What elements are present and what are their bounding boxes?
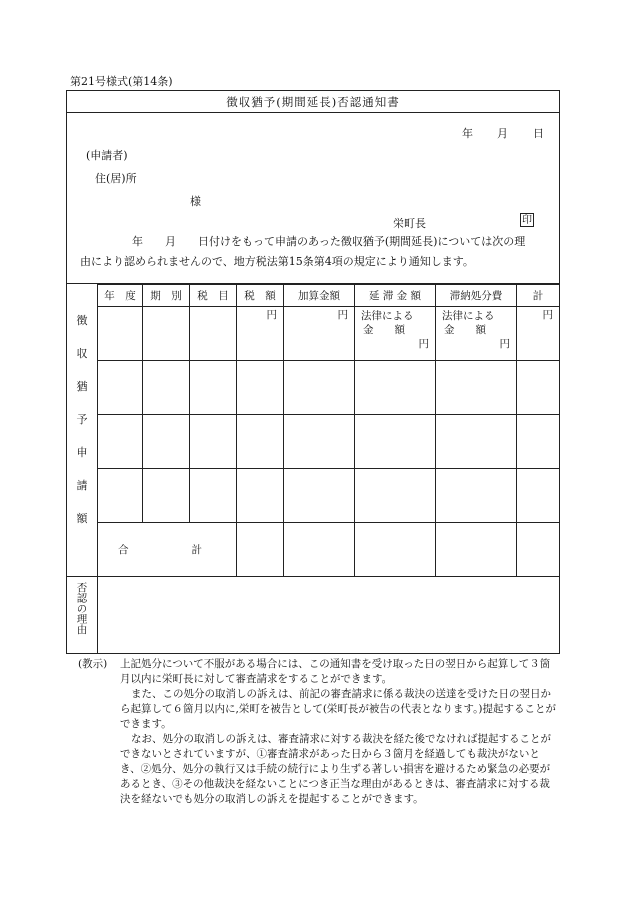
notice-line-2: 由により認められませんので、地方税法第15条第4項の規定により通知します。: [80, 255, 474, 268]
side-char-6: 請: [76, 479, 88, 492]
law-amount-line-2: 金 額: [363, 324, 405, 336]
application-amount-table: [97, 284, 560, 577]
document-title: 徴収猶予(期間延長)否認通知書: [67, 91, 559, 113]
reason-label: [70, 582, 92, 635]
table-cell[interactable]: [98, 415, 143, 469]
reason-field[interactable]: [98, 577, 558, 653]
date-year-label: 年: [462, 127, 473, 140]
notice-body: [80, 232, 548, 272]
table-cell[interactable]: [436, 523, 517, 577]
delinquency-cell: [355, 307, 436, 361]
table-cell[interactable]: [355, 415, 436, 469]
table-header-row: [98, 285, 560, 307]
table-cell[interactable]: [98, 361, 143, 415]
delinquency-unit: 円: [418, 338, 429, 350]
honorific: 様: [190, 195, 201, 208]
law-amount-line-2: 金 額: [444, 324, 486, 336]
table-cell[interactable]: [355, 523, 436, 577]
col-tax-amount: 税 額: [237, 285, 284, 307]
disposition-unit: 円: [499, 338, 510, 350]
table-cell[interactable]: [143, 415, 190, 469]
law-amount-line-1: 法律による: [361, 310, 414, 322]
total-row: [98, 523, 560, 577]
side-char-1: 徴: [76, 314, 88, 327]
col-period: 期 別: [143, 285, 190, 307]
table-cell[interactable]: [517, 415, 560, 469]
table-cell[interactable]: [143, 307, 190, 361]
table-cell[interactable]: [284, 415, 355, 469]
table-cell[interactable]: [98, 469, 143, 523]
table-row: [98, 307, 560, 361]
table-cell[interactable]: [284, 361, 355, 415]
side-char-5: 申: [76, 446, 88, 459]
tax-unit: 円: [237, 307, 284, 361]
table-row: [98, 415, 560, 469]
table-cell[interactable]: [436, 415, 517, 469]
table-row: [98, 361, 560, 415]
table-cell[interactable]: [284, 469, 355, 523]
table-cell[interactable]: [237, 523, 284, 577]
side-label-column: [67, 284, 97, 576]
col-delinquency-fee: 延 滞 金 額: [355, 285, 436, 307]
table-cell[interactable]: [355, 469, 436, 523]
side-char-7: 額: [76, 512, 88, 525]
side-char-4: 予: [76, 413, 88, 426]
total-label: 合 計: [98, 523, 237, 577]
table-cell[interactable]: [517, 469, 560, 523]
instruction-notes: [78, 657, 560, 807]
col-year: 年 度: [98, 285, 143, 307]
form-number: 第21号様式(第14条): [70, 75, 173, 88]
table-row: [98, 469, 560, 523]
date-day-label: 日: [533, 127, 544, 140]
table-cell[interactable]: [517, 523, 560, 577]
table-cell[interactable]: [143, 469, 190, 523]
col-additional-tax: 加算金額: [284, 285, 355, 307]
law-amount-line-1: 法律による: [442, 310, 495, 322]
table-cell[interactable]: [237, 361, 284, 415]
notice-line-1: 年 月 日付けをもって申請のあった徴収猶予(期間延長)については次の理: [132, 235, 526, 248]
applicant-label: (申請者): [86, 149, 128, 162]
seal-mark: 印: [522, 215, 532, 226]
table-cell[interactable]: [143, 361, 190, 415]
notes-paragraph-3: なお、処分の取消しの訴えは、審査請求に対する裁決を経た後でなければ提起することができないとされていますが、①審査請求があった日から３箇月を経過しても裁決がないとき、②処分、処分の執行又は手続の続行により生ずる著しい損害を避けるため緊急の必要があるとき、③その他裁決を経ないことにつき正当な理由があるときは、審査請求に対する裁決を経ないでも処分の取消しの訴えを提起することができます。: [120, 733, 551, 805]
col-total: 計: [517, 285, 560, 307]
col-disposition-cost: 滞納処分費: [436, 285, 517, 307]
table-cell[interactable]: [190, 469, 237, 523]
notes-paragraph-1: 上記処分について不服がある場合には、この通知書を受け取った日の翌日から起算して３箇月以内に栄町長に対して審査請求をすることができます。: [120, 658, 551, 685]
table-cell[interactable]: [190, 307, 237, 361]
side-char-2: 収: [76, 347, 88, 360]
table-cell[interactable]: [237, 415, 284, 469]
table-cell[interactable]: [190, 415, 237, 469]
total-unit: 円: [517, 307, 560, 361]
disposition-cell: [436, 307, 517, 361]
table-cell[interactable]: [98, 307, 143, 361]
table-cell[interactable]: [436, 469, 517, 523]
address-label: 住(居)所: [95, 172, 137, 185]
table-cell[interactable]: [237, 469, 284, 523]
date-month-label: 月: [497, 127, 508, 140]
col-tax-item: 税 目: [190, 285, 237, 307]
notes-label: (教示): [78, 658, 108, 670]
table-cell[interactable]: [436, 361, 517, 415]
table-cell[interactable]: [190, 361, 237, 415]
table-cell[interactable]: [517, 361, 560, 415]
table-cell[interactable]: [355, 361, 436, 415]
reason-label-text: 否認の理由: [75, 582, 88, 635]
mayor-label: 栄町長: [393, 217, 426, 230]
side-char-3: 猶: [76, 380, 88, 393]
notes-paragraph-2: また、この処分の取消しの訴えは、前記の審査請求に係る裁決の送達を受けた日の翌日から起算して６箇月以内に,栄町を被告として(栄町長が被告の代表となります。)提起することができます。: [120, 688, 556, 730]
table-cell[interactable]: [284, 523, 355, 577]
additional-unit: 円: [284, 307, 355, 361]
